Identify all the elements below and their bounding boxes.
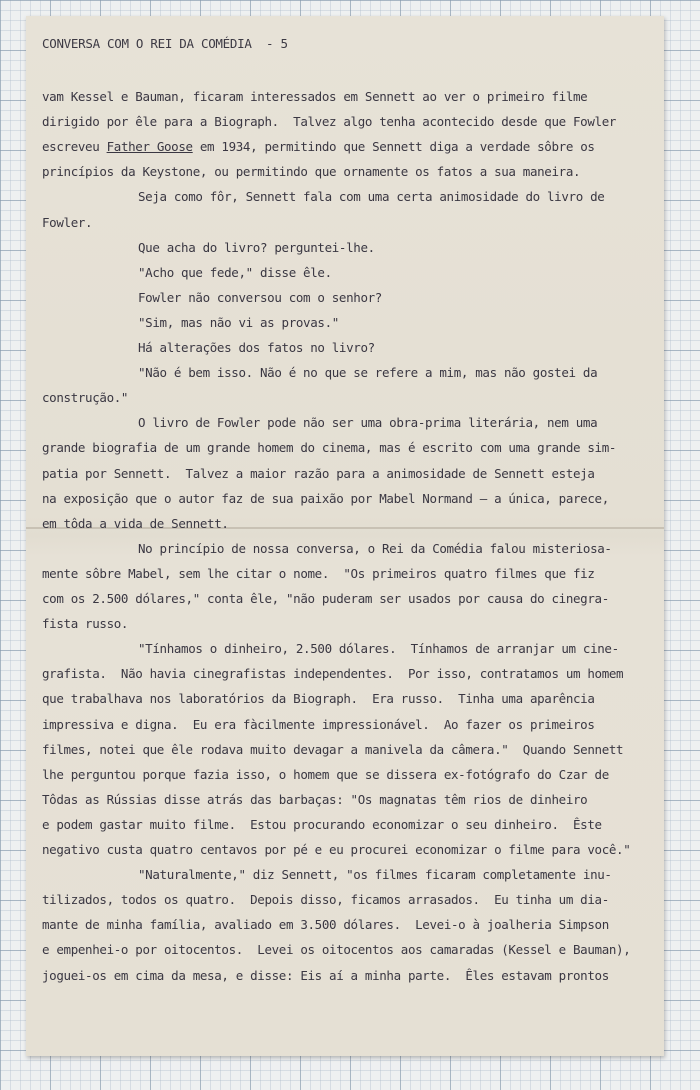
text-line: "Não é bem isso. Não é no que se refere a mim, mas não gostei da <box>138 365 598 381</box>
text-line: "Tínhamos o dinheiro, 2.500 dólares. Tínhamos de arranjar um cine- <box>138 641 619 657</box>
text-line: lhe perguntou porque fazia isso, o homem que se dissera ex-fotógrafo do Czar de <box>42 766 609 782</box>
text-line: filmes, notei que êle rodava muito devagar a manivela da câmera." Quando Sennett <box>42 741 624 757</box>
text-line: No princípio de nossa conversa, o Rei da Comédia falou misteriosa- <box>138 540 612 556</box>
text-line: joguei-os em cima da mesa, e disse: Eis aí a minha parte. Êles estavam prontos <box>42 967 609 983</box>
text-line: com os 2.500 dólares," conta êle, "não puderam ser usados por causa do cinegra- <box>42 591 609 606</box>
text-line: vam Kessel e Bauman, ficaram interessados em Sennett ao ver o primeiro filme <box>42 89 588 104</box>
text-line: tilizados, todos os quatro. Depois disso, ficamos arrasados. Eu tinha um dia- <box>42 892 609 908</box>
text-line: mante de minha família, avaliado em 3.500 dólares. Levei-o à joalheria Simpson <box>42 917 609 933</box>
text-line: Fowler. <box>42 214 93 230</box>
text-line: construção." <box>42 390 129 406</box>
text-line: na exposição que o autor faz de sua paixão por Mabel Normand — a única, parece, <box>42 490 609 506</box>
page-header: CONVERSA COM O REI DA COMÉDIA - 5 <box>42 36 288 51</box>
text-line <box>42 140 595 154</box>
text-line: princípios da Keystone, ou permitindo que ornamente os fatos a sua maneira. <box>42 164 581 180</box>
text-line: patia por Sennett. Talvez a maior razão para a animosidade de Sennett esteja <box>42 465 595 481</box>
text-line: "Sim, mas não vi as provas." <box>138 314 339 330</box>
text-line: grafista. Não havia cinegrafistas independentes. Por isso, contratamos um homem <box>42 666 624 682</box>
text-line: impressiva e digna. Eu era fàcilmente impressionável. Ao fazer os primeiros <box>42 716 595 732</box>
text-line: grande biografia de um grande homem do cinema, mas é escrito com uma grande sim- <box>42 440 617 456</box>
text-line: que trabalhava nos laboratórios da Biograph. Era russo. Tinha uma aparência <box>42 691 595 707</box>
text-line: "Acho que fede," disse êle. <box>138 264 332 280</box>
text-segment: em 1934, permitindo que Sennett diga a verdade sôbre os <box>192 139 595 155</box>
text-line: O livro de Fowler pode não ser uma obra-prima literária, nem uma <box>138 415 598 431</box>
text-line: Que acha do livro? perguntei-lhe. <box>138 239 375 255</box>
text-line: fista russo. <box>42 616 129 632</box>
text-line: mente sôbre Mabel, sem lhe citar o nome. "Os primeiros quatro filmes que fiz <box>42 565 595 581</box>
text-line: Tôdas as Rússias disse atrás das barbaças: "Os magnatas têm rios de dinheiro <box>42 791 588 807</box>
text-line: Fowler não conversou com o senhor? <box>138 289 382 305</box>
text-line: dirigido por êle para a Biograph. Talvez algo tenha acontecido desde que Fowler <box>42 114 617 130</box>
text-segment: escreveu <box>42 139 107 155</box>
text-line: em tôda a vida de Sennett. <box>42 515 229 531</box>
text-line: Há alterações dos fatos no livro? <box>138 340 375 355</box>
text-line: e podem gastar muito filme. Estou procurando economizar o seu dinheiro. Êste <box>42 816 602 832</box>
text-line: negativo custa quatro centavos por pé e eu procurei economizar o filme para você." <box>42 842 631 857</box>
text-line: Seja como fôr, Sennett fala com uma certa animosidade do livro de <box>138 189 605 205</box>
typed-page <box>26 16 664 1056</box>
text-line: e empenhei-o por oitocentos. Levei os oitocentos aos camaradas (Kessel e Bauman), <box>42 942 631 958</box>
underlined-title: Father Goose <box>106 139 193 155</box>
text-line: "Naturalmente," diz Sennett, "os filmes ficaram completamente inu- <box>138 867 612 883</box>
